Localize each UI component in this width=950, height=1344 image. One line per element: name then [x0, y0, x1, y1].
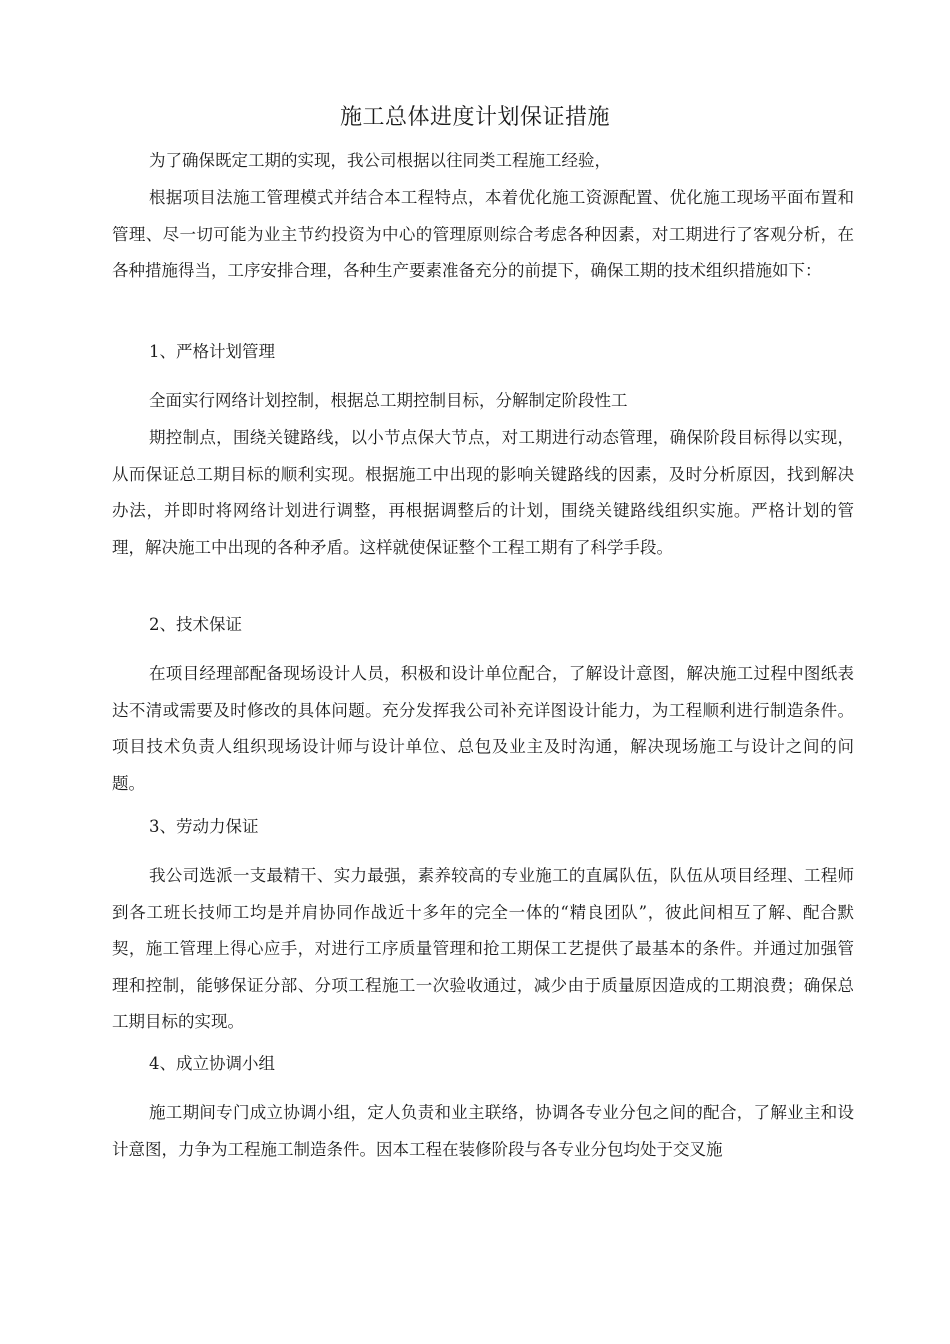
section-4-paragraph: 施工期间专门成立协调小组，定人负责和业主联络，协调各专业分包之间的配合，了解业主和设计意图，力争为工程施工制造条件。因本工程在装修阶段与各专业分包均处于交叉施 [112, 1103, 854, 1159]
section-heading-1: 1、严格计划管理 [149, 342, 275, 361]
intro-paragraph: 根据项目法施工管理模式并结合本工程特点，本着优化施工资源配置、优化施工现场平面布置和管理、尽一切可能为业主节约投资为中心的管理原则综合考虑各种因素，对工期进行了客观分析，在各种措施得当，工序安排合理，各种生产要素准备充分的前提下，确保工期的技术组织措施如下： [112, 188, 854, 280]
section-3-paragraph: 我公司选派一支最精干、实力最强，素养较高的专业施工的直属队伍，队伍从项目经理、工程师到各工班长技师工均是并肩协同作战近十多年的完全一体的“精良团队”，彼此间相互了解、配合默契，施工管理上得心应手，对进行工序质量管理和抢工期保工艺提供了最基本的条件。并通过加强管理和控制，能够保证分部、分项工程施工一次验收通过，减少由于质量原因造成的工期浪费；确保总工期目标的实现。 [112, 866, 854, 1031]
section-1-lead-line: 全面实行网络计划控制，根据总工期控制目标，分解制定阶段性工 [149, 391, 628, 410]
section-heading-4: 4、成立协调小组 [149, 1054, 275, 1073]
intro-line: 为了确保既定工期的实现，我公司根据以往同类工程施工经验， [149, 151, 611, 170]
section-1-paragraph: 期控制点，围绕关键路线，以小节点保大节点，对工期进行动态管理，确保阶段目标得以实现，从而保证总工期目标的顺利实现。根据施工中出现的影响关键路线的因素，及时分析原因，找到解决办法，并即时将网络计划进行调整，再根据调整后的计划，围绕关键路线组织实施。严格计划的管理，解决施工中出现的各种矛盾。这样就使保证整个工程工期有了科学手段。 [112, 428, 854, 557]
document-title: 施工总体进度计划保证措施 [339, 105, 610, 130]
section-heading-3: 3、劳动力保证 [149, 817, 259, 836]
section-heading-2: 2、技术保证 [149, 615, 242, 634]
section-2-paragraph: 在项目经理部配备现场设计人员，积极和设计单位配合，了解设计意图，解决施工过程中图纸表达不清或需要及时修改的具体问题。充分发挥我公司补充详图设计能力，为工程顺利进行制造条件。项目技术负责人组织现场设计师与设计单位、总包及业主及时沟通，解决现场施工与设计之间的问题。 [112, 664, 854, 793]
